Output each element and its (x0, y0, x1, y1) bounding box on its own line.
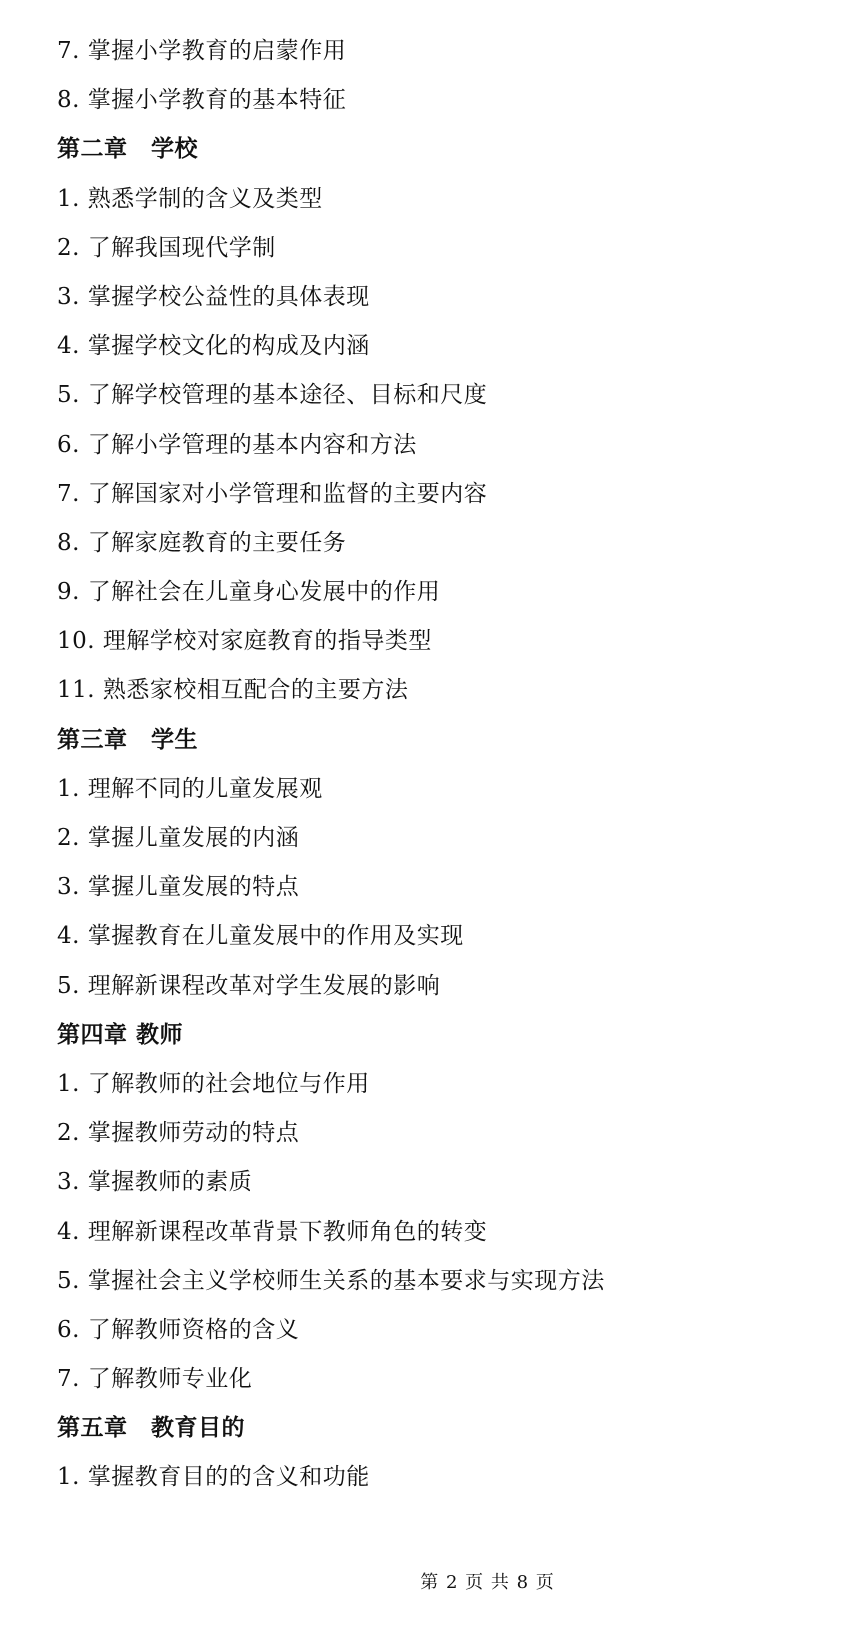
list-item: 6. 了解教师资格的含义 (57, 1316, 300, 1343)
page-number-footer: 第 2 页 共 8 页 (420, 1572, 555, 1593)
list-item: 4. 掌握教育在儿童发展中的作用及实现 (57, 923, 464, 950)
list-item: 5. 理解新课程改革对学生发展的影响 (57, 972, 441, 999)
list-item: 3. 掌握儿童发展的特点 (57, 874, 300, 901)
list-item: 5. 掌握社会主义学校师生关系的基本要求与实现方法 (57, 1267, 605, 1294)
chapter-heading: 第五章 教育目的 (57, 1415, 245, 1442)
list-item: 4. 掌握学校文化的构成及内涵 (57, 333, 370, 360)
list-item: 4. 理解新课程改革背景下教师角色的转变 (57, 1218, 488, 1245)
chapter-heading: 第四章 教师 (57, 1021, 184, 1048)
list-item: 6. 了解小学管理的基本内容和方法 (57, 431, 417, 458)
chapter-heading: 第三章 学生 (57, 726, 198, 753)
list-item: 2. 掌握儿童发展的内涵 (57, 825, 300, 851)
list-item: 7. 掌握小学教育的启蒙作用 (57, 38, 347, 64)
list-item: 2. 掌握教师劳动的特点 (57, 1120, 300, 1147)
list-item: 7. 了解国家对小学管理和监督的主要内容 (57, 480, 488, 507)
list-item: 5. 了解学校管理的基本途径、目标和尺度 (57, 382, 488, 409)
list-item: 10. 理解学校对家庭教育的指导类型 (57, 628, 432, 655)
list-item: 8. 掌握小学教育的基本特征 (57, 87, 347, 114)
document-body (57, 27, 817, 1503)
list-item: 3. 掌握教师的素质 (57, 1169, 253, 1196)
chapter-heading: 第二章 学校 (57, 136, 198, 163)
list-item: 7. 了解教师专业化 (57, 1366, 253, 1393)
list-item: 9. 了解社会在儿童身心发展中的作用 (57, 579, 441, 606)
list-item: 11. 熟悉家校相互配合的主要方法 (57, 677, 409, 704)
list-item: 1. 熟悉学制的含义及类型 (57, 185, 323, 212)
list-item: 8. 了解家庭教育的主要任务 (57, 529, 347, 556)
list-item: 1. 了解教师的社会地位与作用 (57, 1070, 370, 1097)
list-item: 1. 掌握教育目的的含义和功能 (57, 1464, 370, 1491)
list-item: 1. 理解不同的儿童发展观 (57, 775, 323, 802)
list-item: 2. 了解我国现代学制 (57, 234, 276, 261)
list-item: 3. 掌握学校公益性的具体表现 (57, 283, 370, 310)
